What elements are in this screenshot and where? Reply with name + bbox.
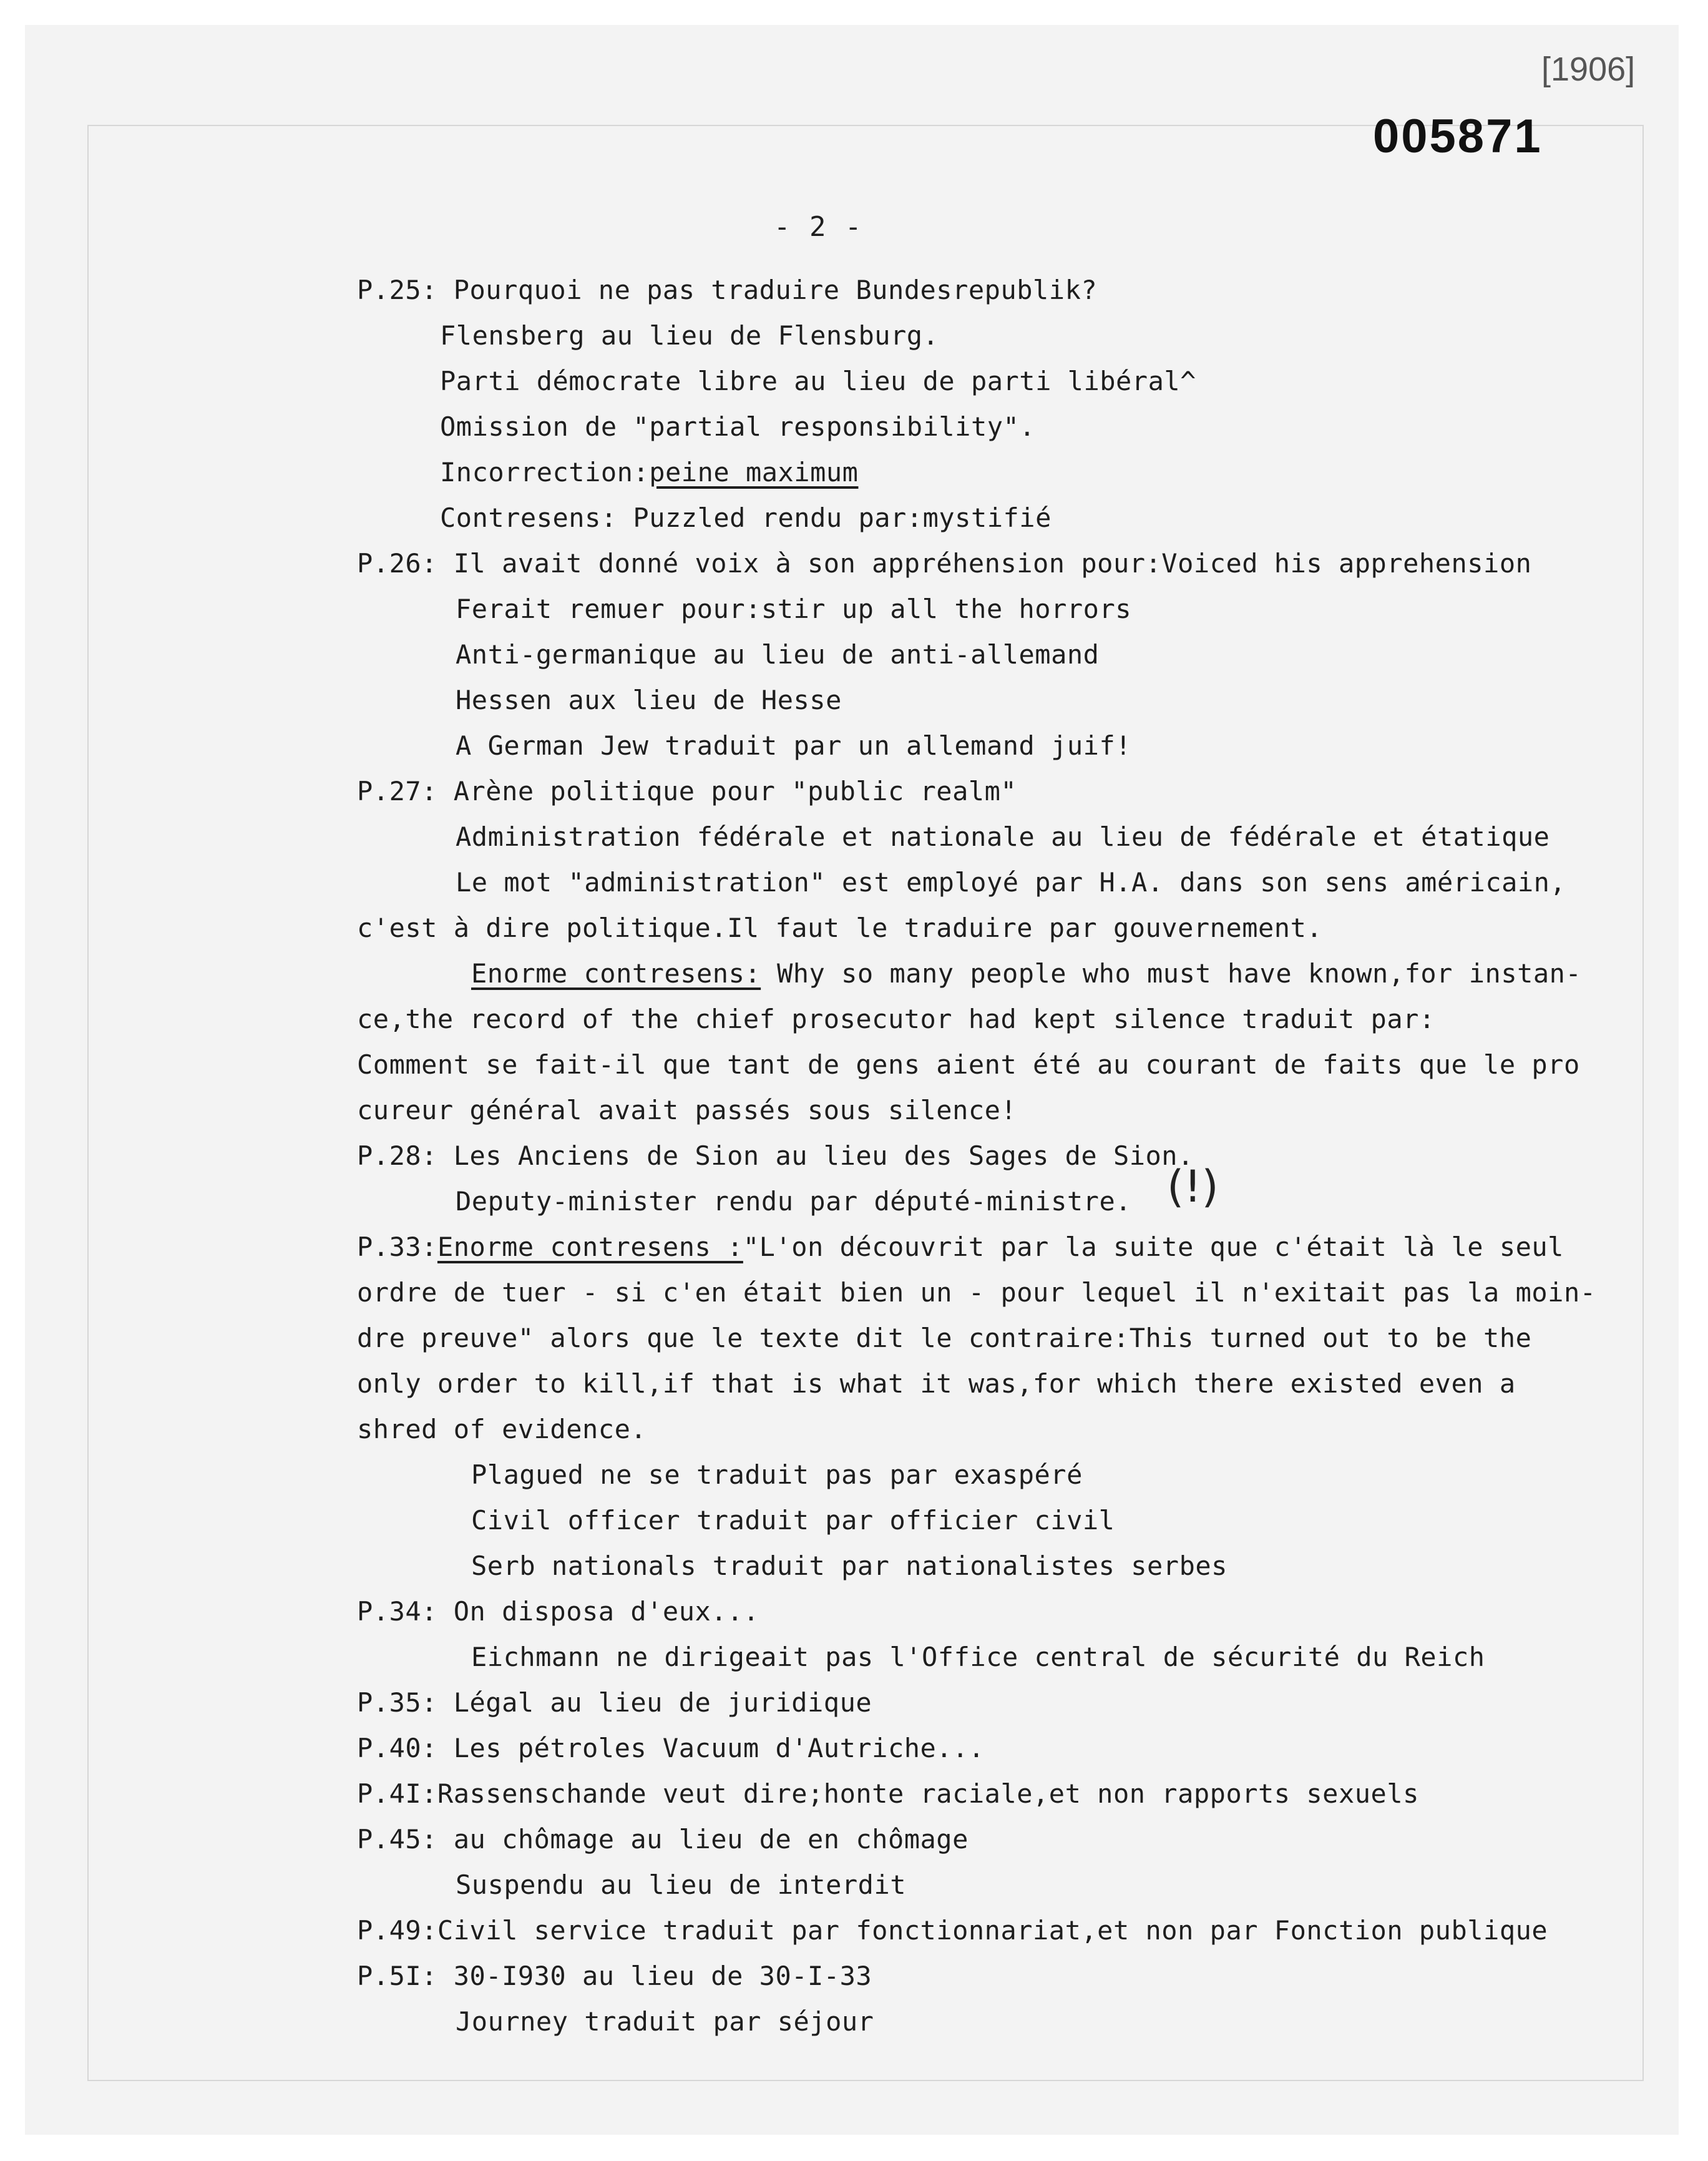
text-line: Eichmann ne dirigeait pas l'Office central de sécurité du Reich: [471, 1642, 1485, 1672]
underlined-text: Enorme contresens :: [437, 1232, 743, 1262]
text-line: Administration fédérale et nationale au lieu de fédérale et étatique: [456, 821, 1550, 852]
text-line: [440, 457, 858, 488]
handwritten-exclamation: (!): [1167, 1161, 1219, 1212]
text-line: P.25: Pourquoi ne pas traduire Bundesrepublik?: [357, 275, 1098, 305]
archive-reference: [1906]: [1541, 51, 1636, 88]
document-number: 005871: [1373, 110, 1543, 163]
text-line: Civil officer traduit par officier civil: [471, 1505, 1115, 1536]
text-line: ordre de tuer - si c'en était bien un - pour lequel il n'exitait pas la moin-: [357, 1277, 1596, 1308]
text-segment: P.33:: [357, 1232, 437, 1262]
text-segment: Incorrection:: [440, 457, 650, 488]
text-line: Flensberg au lieu de Flensburg.: [440, 320, 939, 351]
text-line: P.40: Les pétroles Vacuum d'Autriche...: [357, 1733, 985, 1763]
text-line: P.26: Il avait donné voix à son appréhension pour:Voiced his apprehension: [357, 548, 1532, 579]
text-line: Deputy-minister rendu par député-ministre.: [456, 1186, 1132, 1217]
text-line: dre preuve" alors que le texte dit le contraire:This turned out to be the: [357, 1323, 1532, 1353]
text-line: shred of evidence.: [357, 1414, 647, 1444]
text-line: Suspendu au lieu de interdit: [456, 1869, 907, 1900]
text-line: Hessen aux lieu de Hesse: [456, 685, 842, 715]
text-line: Serb nationals traduit par nationalistes serbes: [471, 1551, 1227, 1581]
text-line: c'est à dire politique.Il faut le traduire par gouvernement.: [357, 913, 1323, 943]
text-line: P.35: Légal au lieu de juridique: [357, 1687, 872, 1718]
text-line: Anti-germanique au lieu de anti-allemand: [456, 639, 1100, 670]
text-line: Contresens: Puzzled rendu par:mystifié: [440, 502, 1052, 533]
text-line: [357, 1232, 1564, 1263]
page-number: - 2 -: [774, 211, 863, 243]
text-line: only order to kill,if that is what it was,for which there existed even a: [357, 1368, 1516, 1399]
text-line: P.34: On disposa d'eux...: [357, 1596, 759, 1627]
text-line: Parti démocrate libre au lieu de parti libéral^: [440, 366, 1196, 396]
text-line: P.28: Les Anciens de Sion au lieu des Sages de Sion.: [357, 1140, 1194, 1171]
underlined-text: Enorme contresens:: [471, 958, 761, 989]
underlined-text: peine maximum: [649, 457, 859, 488]
text-line: P.49:Civil service traduit par fonctionnariat,et non par Fonction publique: [357, 1915, 1548, 1946]
text-line: Journey traduit par séjour: [456, 2006, 874, 2037]
text-line: Plagued ne se traduit pas par exaspéré: [471, 1459, 1083, 1490]
text-line: P.27: Arène politique pour "public realm": [357, 776, 1017, 806]
text-line: ce,the record of the chief prosecutor had kept silence traduit par:: [357, 1004, 1435, 1034]
text-line: [471, 958, 1581, 989]
text-line: P.45: au chômage au lieu de en chômage: [357, 1824, 969, 1855]
text-line: P.4I:Rassenschande veut dire;honte raciale,et non rapports sexuels: [357, 1778, 1419, 1809]
text-segment: "L'on découvrit par la suite que c'était là le seul: [743, 1232, 1564, 1262]
text-line: Omission de "partial responsibility".: [440, 411, 1036, 442]
text-line: Le mot "administration" est employé par H.A. dans son sens américain,: [456, 867, 1566, 898]
text-line: cureur général avait passés sous silence!: [357, 1095, 1017, 1125]
text-line: Comment se fait-il que tant de gens aient été au courant de faits que le pro: [357, 1049, 1580, 1080]
text-line: P.5I: 30-I930 au lieu de 30-I-33: [357, 1961, 872, 1991]
text-segment: Why so many people who must have known,for instan-: [761, 958, 1582, 989]
text-line: Ferait remuer pour:stir up all the horrors: [456, 594, 1132, 624]
document-page: [25, 25, 1679, 2135]
text-line: A German Jew traduit par un allemand juif!: [456, 730, 1132, 761]
